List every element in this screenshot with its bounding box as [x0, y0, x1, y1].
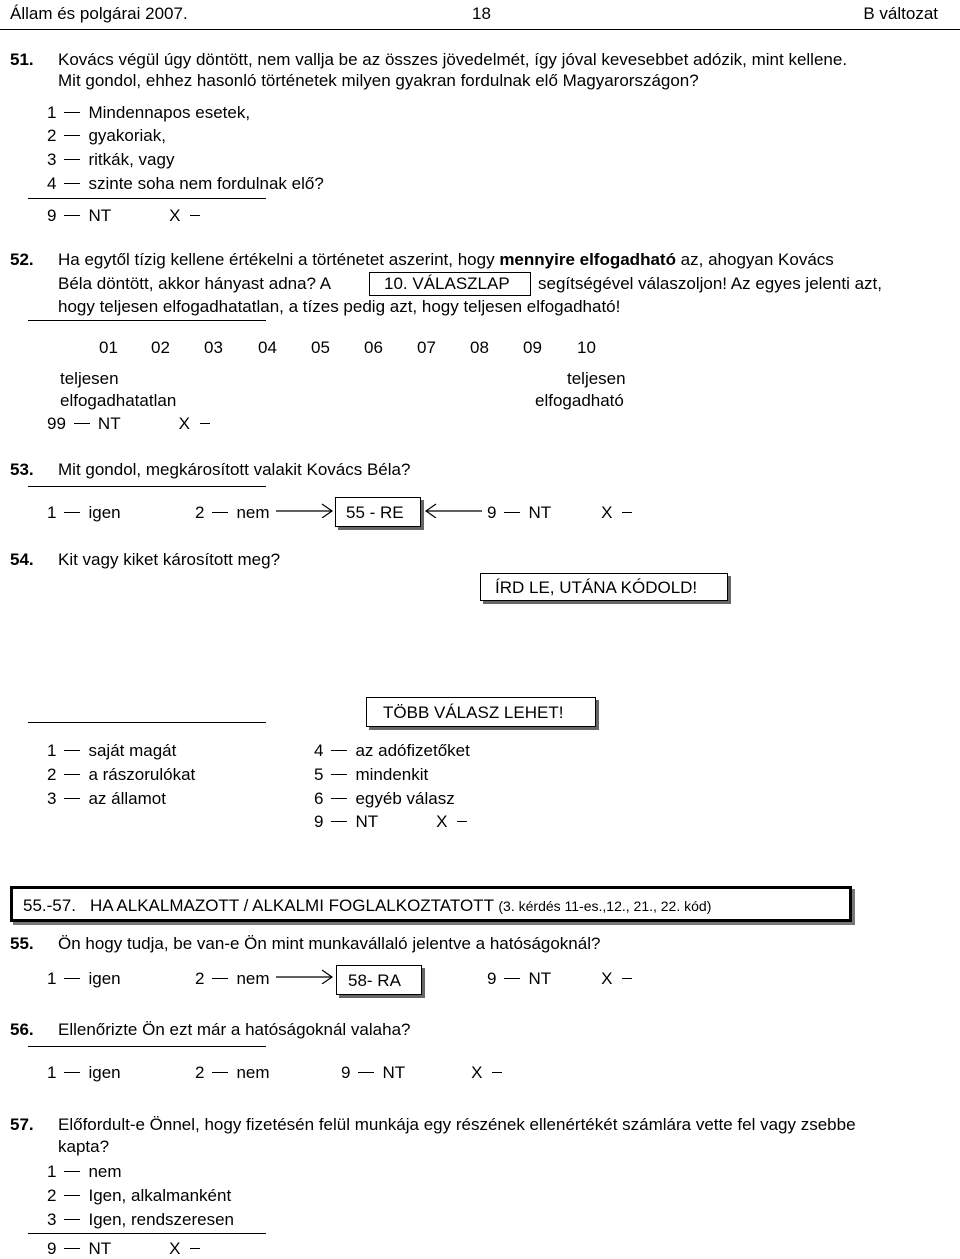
q54-number: 54. — [10, 550, 34, 569]
header-left: Állam és polgárai 2007. — [10, 4, 188, 23]
page-number: 18 — [472, 4, 491, 23]
q51-text-line2: Mit gondol, ehhez hasonló történetek milyen gyakran fordulnak elő Magyarországon? — [58, 71, 699, 90]
q55-skip-box: 58- RA — [336, 965, 422, 995]
q53-number: 53. — [10, 460, 34, 479]
q57-text-line2: kapta? — [58, 1137, 110, 1156]
q56-option-2: 2 nem — [195, 1063, 270, 1082]
q53-nt-row: 9 NT X — [487, 503, 632, 523]
q54-option-4: 4 az adófizetőket — [314, 741, 470, 760]
q56-option-1: 1 igen — [47, 1063, 121, 1082]
q52-left-anchor-1: teljesen — [60, 369, 119, 388]
q55-number: 55. — [10, 934, 34, 953]
q52-scale-02: 02 — [151, 338, 170, 357]
q51-option-4: 4 szinte soha nem fordulnak elő? — [47, 174, 324, 193]
header-divider — [0, 29, 960, 30]
q57-option-1: 1 nem — [47, 1162, 122, 1181]
q54-nt-row: 9 NT X — [314, 812, 467, 832]
q51-option-2: 2 gyakoriak, — [47, 126, 166, 145]
q52-scale-05: 05 — [311, 338, 330, 357]
q52-right-anchor-2: elfogadható — [535, 391, 624, 410]
q54-text: Kit vagy kiket károsított meg? — [58, 550, 281, 569]
q55-nt-row: 9 NT X — [487, 969, 632, 989]
q54-option-6: 6 egyéb válasz — [314, 789, 455, 808]
q52-scale-03: 03 — [204, 338, 223, 357]
q55-text: Ön hogy tudja, be van-e Ön mint munkavállaló jelentve a hatóságoknál? — [58, 934, 601, 953]
q52-text-line2-a: Béla döntött, akkor hányast adna? A — [58, 274, 332, 293]
q51-nt-row: 9 NT X — [47, 206, 200, 226]
q53-option-1: 1 igen — [47, 503, 121, 522]
banner-main: HA ALKALMAZOTT / ALKALMI FOGLALKOZTATOTT — [89, 896, 494, 915]
q52-scale-09: 09 — [523, 338, 542, 357]
q56-number: 56. — [10, 1020, 34, 1039]
q57-nt-row: 9 NT X — [47, 1239, 200, 1259]
q52-scale-06: 06 — [364, 338, 383, 357]
q51-number: 51. — [10, 50, 34, 69]
q54-rule — [28, 722, 266, 723]
q52-scale-10: 10 — [577, 338, 596, 357]
q51-option-1: 1 Mindennapos esetek, — [47, 103, 251, 122]
q55-option-1: 1 igen — [47, 969, 121, 988]
q52-left-anchor-2: elfogadhatatlan — [60, 391, 177, 410]
q56-rule — [28, 1046, 266, 1047]
q56-text: Ellenőrizte Ön ezt már a hatóságoknál valaha? — [58, 1020, 411, 1039]
q52-card-box: 10. VÁLASZLAP — [369, 272, 531, 296]
q52-text-line3: hogy teljesen elfogadhatatlan, a tízes pedig azt, hogy teljesen elfogadható! — [58, 297, 621, 316]
q52-scale-08: 08 — [470, 338, 489, 357]
q54-option-5: 5 mindenkit — [314, 765, 429, 784]
q51-rule — [28, 198, 266, 199]
q51-option-3: 3 ritkák, vagy — [47, 150, 175, 169]
q52-scale-07: 07 — [417, 338, 436, 357]
q56-nt-row: 9 NT X — [341, 1063, 502, 1083]
q53-skip-box: 55 - RE — [335, 497, 421, 527]
q57-number: 57. — [10, 1115, 34, 1134]
banner-codes: (3. kérdés 11-es.,12., 21., 22. kód) — [498, 898, 712, 914]
header-variant: B változat — [863, 4, 938, 23]
q52-nt-row: 99 NT X — [47, 414, 210, 434]
q53-arrow-left-icon — [424, 502, 482, 518]
q55-arrow-right-icon — [276, 968, 334, 984]
q52-text-line2-b: segítségével válaszoljon! Az egyes jelenti azt, — [538, 274, 882, 293]
filter-banner — [10, 886, 852, 922]
q57-option-3: 3 Igen, rendszeresen — [47, 1210, 235, 1229]
q54-option-2: 2 a rászorulókat — [47, 765, 196, 784]
q52-text-line1: Ha egytől tízig kellene értékelni a történetet aszerint, hogy mennyire elfogadható az, ahogyan Kovács — [58, 250, 834, 269]
q57-option-2: 2 Igen, alkalmanként — [47, 1186, 232, 1205]
q51-text-line1: Kovács végül úgy döntött, nem vallja be az összes jövedelmét, így jóval kevesebbet adózik, mint kellene. — [58, 50, 848, 69]
q52-number: 52. — [10, 250, 34, 269]
q53-rule — [28, 486, 266, 487]
q53-text: Mit gondol, megkárosított valakit Kovács Béla? — [58, 460, 411, 479]
q57-text-line1: Előfordult-e Önnel, hogy fizetésén felül munkája egy részének ellenértékét számlára vette fel vagy zsebbe — [58, 1115, 856, 1134]
q54-multi-box: TÖBB VÁLASZ LEHET! — [366, 697, 596, 727]
q57-rule — [28, 1233, 266, 1234]
q52-rule — [28, 320, 266, 321]
q55-option-2: 2 nem — [195, 969, 270, 988]
q54-option-1: 1 saját magát — [47, 741, 177, 760]
q54-option-3: 3 az államot — [47, 789, 166, 808]
q53-option-2: 2 nem — [195, 503, 270, 522]
banner-range: 55.-57. — [23, 896, 76, 915]
q52-scale-04: 04 — [258, 338, 277, 357]
q52-right-anchor-1: teljesen — [567, 369, 626, 388]
q53-arrow-right-icon — [276, 502, 334, 518]
q54-write-box: ÍRD LE, UTÁNA KÓDOLD! — [480, 573, 728, 601]
q52-scale-01: 01 — [99, 338, 118, 357]
